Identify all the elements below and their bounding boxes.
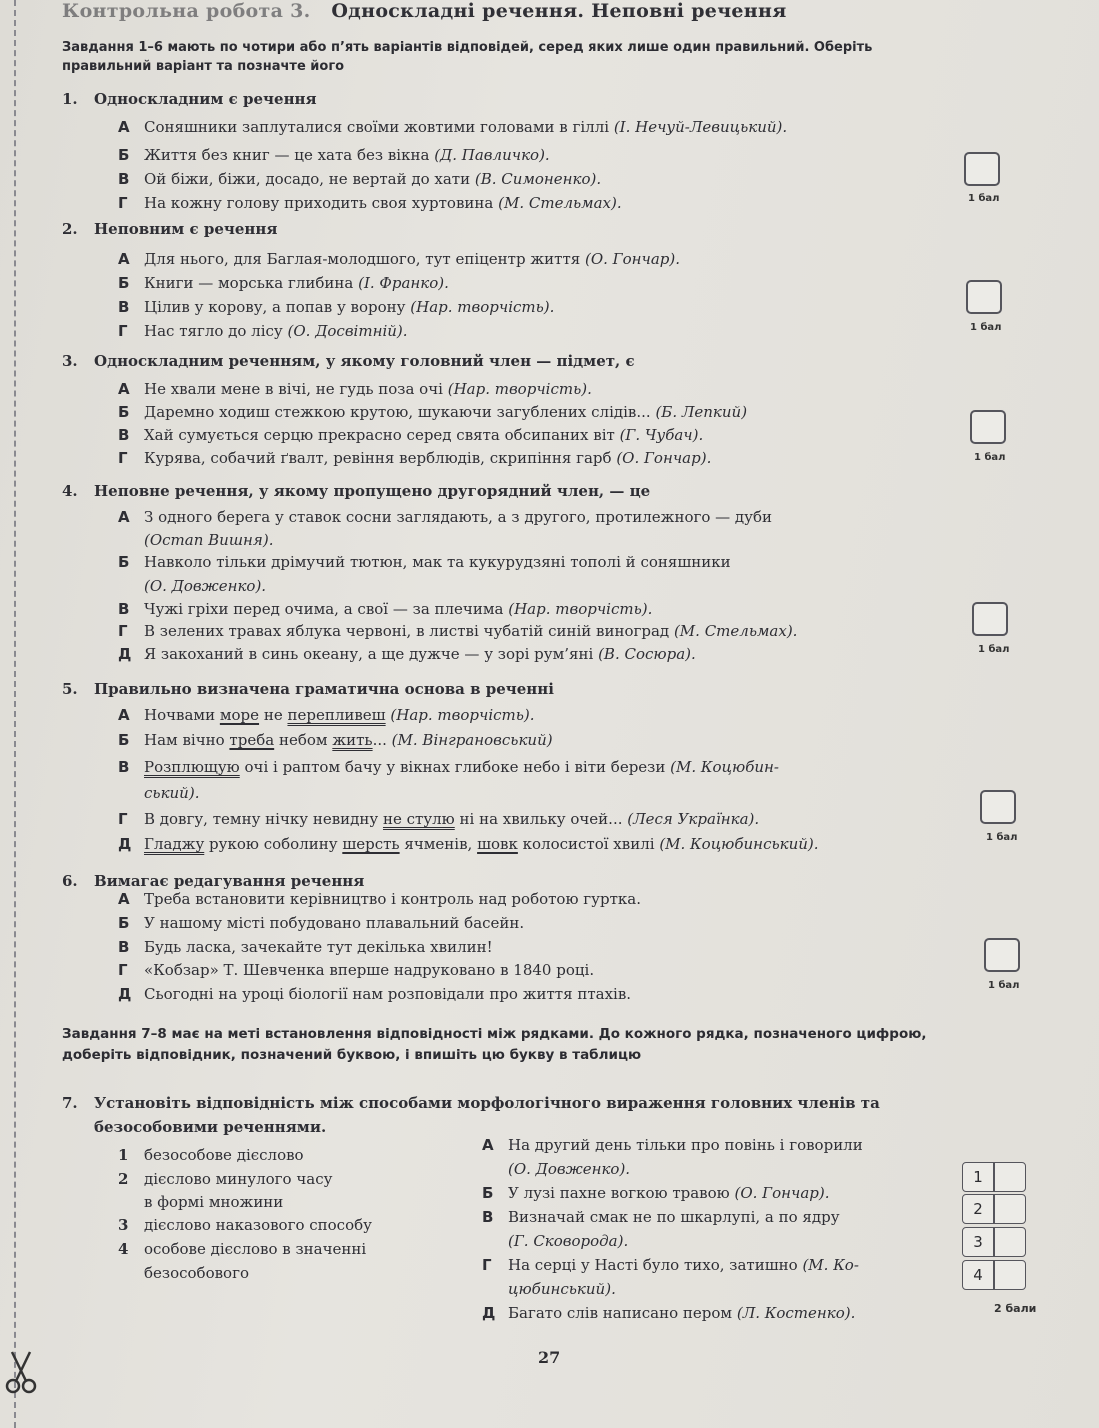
q2-option-d: Г Нас тягло до лісу (О. Досвітній). (118, 322, 408, 340)
q4-option-e: Д Я закоханий в синь океану, а ще дужче — у зорі рум’яні (В. Сосюра). (118, 645, 696, 663)
q7-right-a: А На другий день тільки про повінь і говорили (482, 1136, 863, 1154)
q7-answer-row-1 (962, 1162, 1028, 1192)
q1-option-b: Б Життя без книг — це хата без вікна (Д. Павличко). (118, 146, 550, 164)
q6-option-d: Г «Кобзар» Т. Шевченка вперше надруковано в 1840 році. (118, 961, 595, 979)
q1-option-c: В Ой біжи, біжи, досадо, не вертай до хати (В. Симоненко). (118, 170, 602, 188)
q5-option-d: Г В довгу, темну нічку невидну не стулю ні на хвильку очей... (Леся Українка). (118, 810, 760, 828)
q5-option-a: А Ночвами море не перепливеш (Нар. творчість). (118, 706, 535, 724)
q7-answer-cell[interactable] (994, 1194, 1026, 1224)
question-4-header: 4. Неповне речення, у якому пропущено другорядний член, — це (62, 482, 651, 500)
q7-left-2-cont: в формі множини (144, 1193, 284, 1211)
q7-answer-cell[interactable] (994, 1162, 1026, 1192)
q7-left-1: 1 безособове дієслово (118, 1146, 304, 1164)
q4-option-a-source: (Остап Вишня). (144, 531, 274, 549)
q7-answer-label: 4 (962, 1260, 994, 1290)
q7-answer-row-3 (962, 1227, 1028, 1257)
q4-score: 1 бал (978, 644, 1010, 655)
q5-option-e: Д Гладжу рукою соболину шерсть ячменів, шовк колосистої хвилі (М. Коцюбинський). (118, 835, 819, 853)
q7-right-d-source-cont: цюбинський). (508, 1280, 616, 1298)
question-7-header: 7. Установіть відповідність між способами морфологічного вираження головних членів та (62, 1094, 880, 1112)
q4-option-d: Г В зелених травах яблука червоні, в листві чубатій синій виноград (М. Стельмах). (118, 622, 798, 640)
q4-answer-box[interactable] (972, 602, 1008, 636)
question-1-header: 1. Односкладним є речення (62, 90, 317, 108)
q2-option-b: Б Книги — морська глибина (І. Франко). (118, 274, 449, 292)
q2-option-c: В Цілив у корову, а попав у ворону (Нар. творчість). (118, 298, 555, 316)
q3-option-b: Б Даремно ходиш стежкою крутою, шукаючи загублених слідів... (Б. Лепкий) (118, 403, 748, 421)
q1-option-d: Г На кожну голову приходить своя хуртовина (М. Стельмах). (118, 194, 622, 212)
q5-option-c-source-cont: ський). (144, 784, 200, 802)
q7-answer-label: 3 (962, 1227, 994, 1257)
q7-right-a-source: (О. Довженко). (508, 1160, 631, 1178)
q1-score: 1 бал (968, 193, 1000, 204)
q6-answer-box[interactable] (984, 938, 1020, 972)
question-6-header: 6. Вимагає редагування речення (62, 872, 365, 890)
instructions-1: Завдання 1–6 мають по чотири або п’ять варіантів відповідей, серед яких лише один правильний. Оберіть правильний варіант та позначте його (62, 40, 873, 74)
instructions-2: Завдання 7–8 має на меті встановлення відповідності між рядками. До кожного рядка, позначеного цифрою, доберіть відповідник, позначений буквою, і впишіть цю букву в таблицю (62, 1026, 927, 1063)
question-5-header: 5. Правильно визначена граматична основа в реченні (62, 680, 554, 698)
q2-option-a: А Для нього, для Баглая-молодшого, тут епіцентр життя (О. Гончар). (118, 250, 681, 268)
page-title: Контрольна робота 3. Односкладні речення. Неповні речення (62, 0, 787, 22)
q1-option-a: А Соняшники заплуталися своїми жовтими головами в гіллі (І. Нечуй-Левицький). (118, 118, 788, 136)
q5-option-b: Б Нам вічно треба небом жить... (М. Вінграновський) (118, 731, 553, 749)
q4-option-b-source: (О. Довженко). (144, 577, 267, 595)
q4-option-b: Б Навколо тільки дрімучий тютюн, мак та кукурудзяні тополі й соняшники (118, 553, 731, 571)
question-7-header-cont: безособовими реченнями. (94, 1118, 327, 1136)
q7-right-d: Г На серці у Насті було тихо, затишно (М. Ко- (482, 1256, 859, 1274)
page-number: 27 (538, 1348, 561, 1367)
q7-answer-cell[interactable] (994, 1227, 1026, 1257)
q7-right-c: В Визначай смак не по шкарлупі, а по ядру (482, 1208, 840, 1226)
q3-option-a: А Не хвали мене в вічі, не гудь поза очі (Нар. творчість). (118, 380, 592, 398)
q5-score: 1 бал (986, 832, 1018, 843)
cut-line (14, 0, 16, 1428)
q6-option-e: Д Сьогодні на уроці біології нам розповідали про життя птахів. (118, 985, 632, 1003)
q6-option-a: А Треба встановити керівництво і контроль над роботою гуртка. (118, 890, 641, 908)
q3-option-d: Г Курява, собачий ґвалт, ревіння верблюдів, скрипіння гарб (О. Гончар). (118, 449, 712, 467)
q7-left-3: 3 дієслово наказового способу (118, 1216, 372, 1234)
q7-left-2: 2 дієслово минулого часу (118, 1170, 333, 1188)
q2-answer-box[interactable] (966, 280, 1002, 314)
q6-option-c: В Будь ласка, зачекайте тут декілька хвилин! (118, 938, 493, 956)
q7-right-b: Б У лузі пахне вогкою травою (О. Гончар). (482, 1184, 830, 1202)
q2-score: 1 бал (970, 322, 1002, 333)
question-3-header: 3. Односкладним реченням, у якому головний член — підмет, є (62, 352, 635, 370)
q5-answer-box[interactable] (980, 790, 1016, 824)
q7-answer-cell[interactable] (994, 1260, 1026, 1290)
q4-option-a: А З одного берега у ставок сосни заглядають, а з другого, протилежного — дуби (118, 508, 773, 526)
scissors-icon (4, 1348, 38, 1396)
q5-option-c: В Розплющую очі і раптом бачу у вікнах глибоке небо і віти берези (М. Коцюбин- (118, 758, 779, 776)
q7-score: 2 бали (994, 1302, 1037, 1315)
q1-answer-box[interactable] (964, 152, 1000, 186)
q6-score: 1 бал (988, 980, 1020, 991)
question-2-header: 2. Неповним є речення (62, 220, 278, 238)
q4-option-c: В Чужі гріхи перед очима, а свої — за плечима (Нар. творчість). (118, 600, 653, 618)
q7-left-4-cont: безособового (144, 1264, 249, 1282)
q7-left-4: 4 особове дієслово в значенні (118, 1240, 367, 1258)
q7-right-c-source: (Г. Сковорода). (508, 1232, 629, 1250)
q7-answer-row-2 (962, 1194, 1028, 1224)
q3-score: 1 бал (974, 452, 1006, 463)
q3-option-c: В Хай сумується серцю прекрасно серед свята обсипаних віт (Г. Чубач). (118, 426, 704, 444)
q7-right-e: Д Багато слів написано пером (Л. Костенко). (482, 1304, 856, 1322)
q7-answer-label: 1 (962, 1162, 994, 1192)
q3-answer-box[interactable] (970, 410, 1006, 444)
q6-option-b: Б У нашому місті побудовано плавальний басейн. (118, 914, 525, 932)
q7-answer-row-4 (962, 1260, 1028, 1290)
q7-answer-label: 2 (962, 1194, 994, 1224)
